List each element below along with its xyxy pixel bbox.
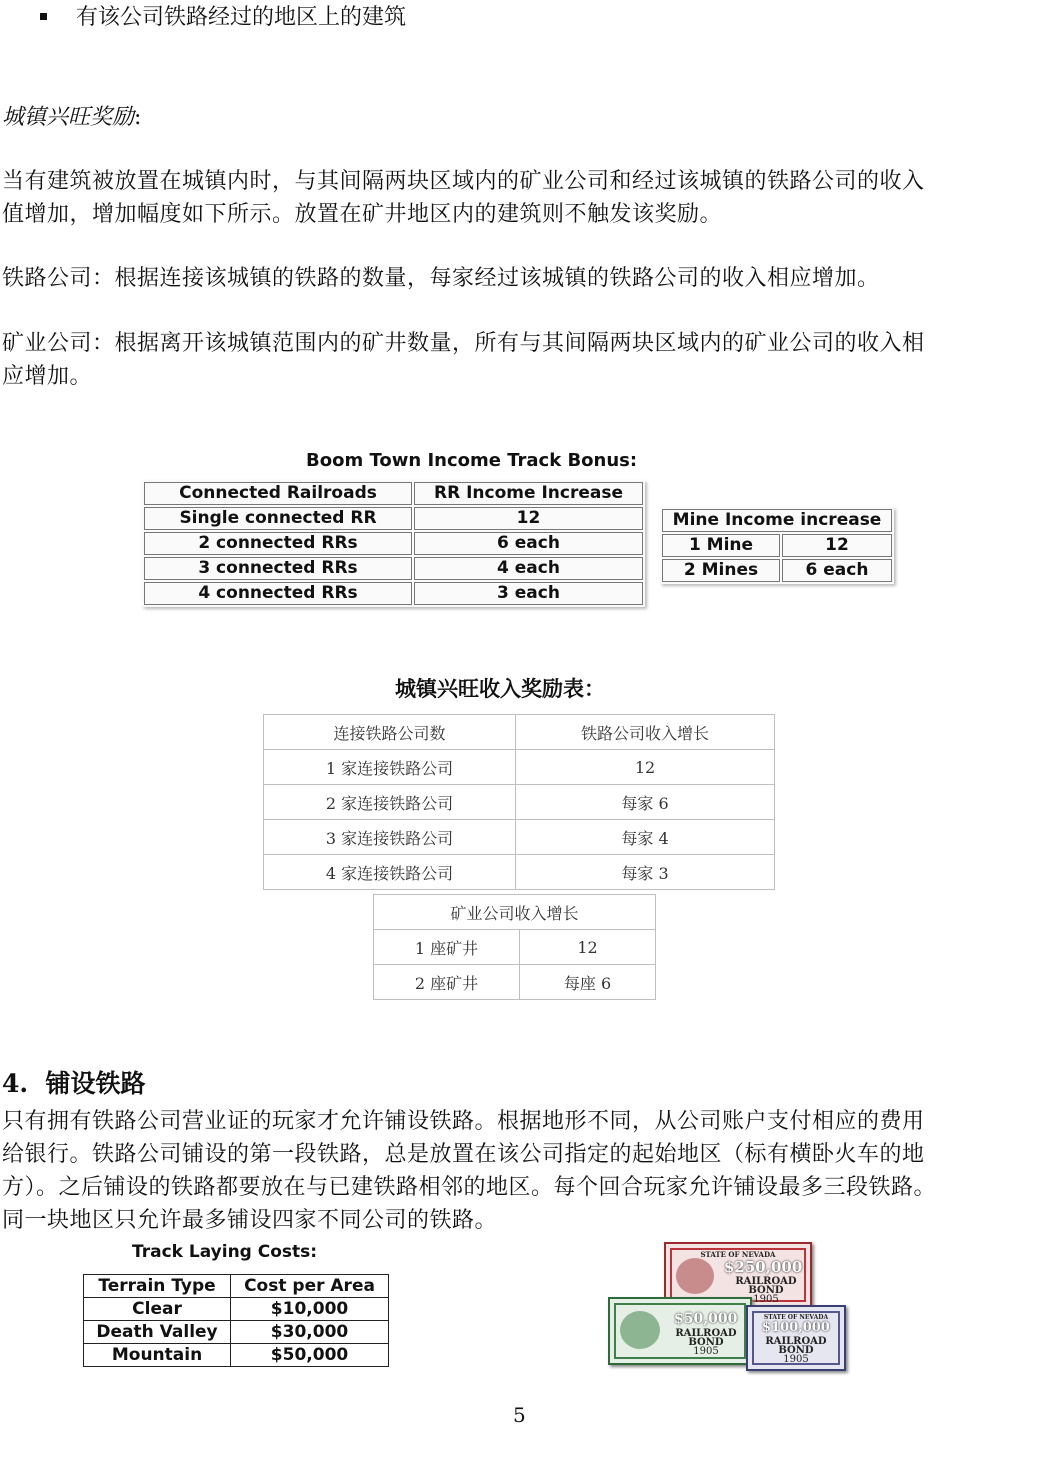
paragraph-railroad-bonus: 铁路公司：根据连接该城镇的铁路的数量，每家经过该城镇的铁路公司的收入相应增加。 bbox=[2, 266, 880, 291]
section-title: 铺设铁路 bbox=[45, 1069, 146, 1098]
table-header-cell: Connected Railroads bbox=[144, 482, 412, 505]
table-cell: Death Valley bbox=[84, 1321, 231, 1344]
table-row bbox=[662, 559, 892, 582]
table-row bbox=[374, 895, 656, 930]
table-header-cell: Terrain Type bbox=[84, 1275, 231, 1298]
table-cell: 12 bbox=[414, 507, 643, 530]
table-row bbox=[84, 1275, 389, 1298]
table-cell: 12 bbox=[516, 750, 775, 785]
table-row bbox=[662, 509, 892, 532]
table-cell: Clear bbox=[84, 1298, 231, 1321]
bond-amount: $100,000 bbox=[762, 1320, 830, 1335]
table-row bbox=[264, 715, 775, 750]
table-cell: 3 each bbox=[414, 582, 643, 605]
table-cell: 12 bbox=[782, 534, 892, 557]
table-row bbox=[144, 532, 643, 555]
table-cell: 2 座矿井 bbox=[374, 965, 520, 1000]
table-row bbox=[144, 557, 643, 580]
table-cell: 每家 4 bbox=[516, 820, 775, 855]
table-header-cell: Mine Income increase bbox=[662, 509, 892, 532]
cn-railroad-income-table bbox=[263, 714, 775, 890]
section-heading bbox=[2, 1064, 146, 1100]
table-header-cell: Cost per Area bbox=[231, 1275, 389, 1298]
section-number: 4. bbox=[2, 1069, 29, 1098]
table-header-cell: 铁路公司收入增长 bbox=[516, 715, 775, 750]
table-cell: $50,000 bbox=[231, 1344, 389, 1367]
locomotive-vignette-icon bbox=[620, 1311, 660, 1349]
cn-mine-income-table bbox=[373, 894, 656, 1000]
bullet-marker bbox=[40, 13, 47, 20]
table-cell: Single connected RR bbox=[144, 507, 412, 530]
bullet-text: 有该公司铁路经过的地区上的建筑 bbox=[76, 5, 407, 30]
table-row bbox=[144, 582, 643, 605]
table-cell: $30,000 bbox=[231, 1321, 389, 1344]
table-cell: Mountain bbox=[84, 1344, 231, 1367]
table-cell: 每家 6 bbox=[516, 785, 775, 820]
table-row bbox=[264, 750, 775, 785]
bond-amount: $50,000 bbox=[674, 1311, 738, 1327]
table-cell: 12 bbox=[520, 930, 656, 965]
table-cell: 3 connected RRs bbox=[144, 557, 412, 580]
table-cell: 6 each bbox=[782, 559, 892, 582]
track-costs-title: Track Laying Costs: bbox=[132, 1242, 318, 1262]
mine-income-table-image bbox=[660, 507, 894, 584]
table-header-cell: 连接铁路公司数 bbox=[264, 715, 516, 750]
boom-table-title: Boom Town Income Track Bonus: bbox=[306, 450, 638, 471]
table-cell: 每家 3 bbox=[516, 855, 775, 890]
track-costs-table bbox=[83, 1274, 389, 1367]
boom-bonus-heading: 城镇兴旺奖励: bbox=[2, 105, 142, 130]
table-row bbox=[84, 1298, 389, 1321]
table-cell: 每座 6 bbox=[520, 965, 656, 1000]
table-row bbox=[264, 820, 775, 855]
table-row bbox=[264, 785, 775, 820]
table-cell: 3 家连接铁路公司 bbox=[264, 820, 516, 855]
bond-card-50000: $50,000 RAILROAD BOND 1905 bbox=[608, 1297, 752, 1365]
table-row bbox=[662, 534, 892, 557]
table-row bbox=[374, 930, 656, 965]
table-cell: 4 each bbox=[414, 557, 643, 580]
table-row bbox=[264, 855, 775, 890]
table-cell: 6 each bbox=[414, 532, 643, 555]
table-row bbox=[84, 1321, 389, 1344]
locomotive-vignette-icon bbox=[676, 1258, 714, 1294]
table-row bbox=[144, 507, 643, 530]
table-row bbox=[144, 482, 643, 505]
paragraph-mining-bonus: 矿业公司：根据离开该城镇范围内的矿井数量，所有与其间隔两块区域内的矿业公司的收入相 应增加。 bbox=[2, 331, 925, 389]
table-cell: 1 座矿井 bbox=[374, 930, 520, 965]
table-cell: 2 家连接铁路公司 bbox=[264, 785, 516, 820]
table-cell: 2 Mines bbox=[662, 559, 780, 582]
table-cell: 1 家连接铁路公司 bbox=[264, 750, 516, 785]
table-cell: $10,000 bbox=[231, 1298, 389, 1321]
table-header-cell: RR Income Increase bbox=[414, 482, 643, 505]
table-header-cell: 矿业公司收入增长 bbox=[374, 895, 656, 930]
table-cell: 2 connected RRs bbox=[144, 532, 412, 555]
paragraph-track-laying: 只有拥有铁路公司营业证的玩家才允许铺设铁路。根据地形不同，从公司账户支付相应的费用 给银行。铁路公司铺设的第一段铁路，总是放置在该公司指定的起始地区（标有横卧火车的地 方）。之后铺设的铁路都要放在与已建铁路相邻的地区。每个回合玩家允许铺设最多三段铁路。 同一块地区只允许最多铺设四家不同公司的铁路。 bbox=[2, 1109, 937, 1233]
bond-card-100000: STATE OF NEVADA $100,000 RAILROAD BOND 1905 bbox=[746, 1305, 846, 1371]
table-cell: 4 家连接铁路公司 bbox=[264, 855, 516, 890]
paragraph-boom-intro: 当有建筑被放置在城镇内时，与其间隔两块区域内的矿业公司和经过该城镇的铁路公司的收入 值增加，增加幅度如下所示。放置在矿井地区内的建筑则不触发该奖励。 bbox=[2, 169, 925, 227]
bond-card-250000: STATE OF NEVADA $250,000 RAILROAD BOND 1905 bbox=[664, 1242, 812, 1308]
page-number: 5 bbox=[513, 1403, 526, 1427]
rr-income-table-image bbox=[142, 480, 645, 607]
table-cell: 1 Mine bbox=[662, 534, 780, 557]
table-row bbox=[84, 1344, 389, 1367]
cn-table-caption: 城镇兴旺收入奖励表： bbox=[395, 676, 605, 701]
bond-amount: $250,000 bbox=[724, 1258, 803, 1276]
table-row bbox=[374, 965, 656, 1000]
table-cell: 4 connected RRs bbox=[144, 582, 412, 605]
